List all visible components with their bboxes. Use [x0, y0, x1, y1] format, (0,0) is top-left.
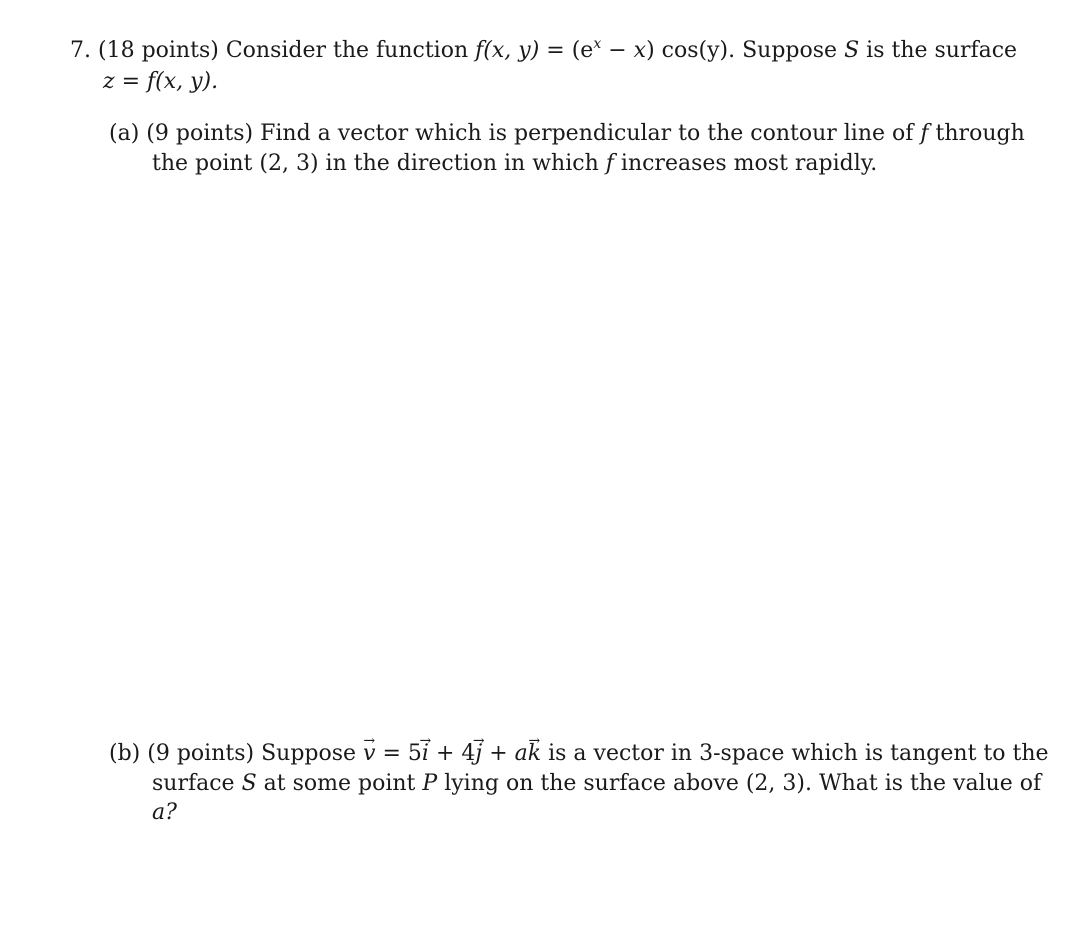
part-a-line-2: [152, 149, 877, 179]
point-symbol: P: [422, 771, 438, 796]
problem-surface-text: is the surface: [866, 38, 1018, 63]
part-a-increase-text: increases most rapidly.: [620, 151, 878, 176]
function-expression: $(e^x - x)$ cos(y).: [571, 36, 736, 63]
vector-expression: → v = 5→ i + 4→ j + a→ k: [363, 741, 541, 766]
part-a-through: through: [935, 121, 1025, 146]
part-b-line-2: [152, 769, 1041, 799]
part-b-points: (9 points): [147, 741, 255, 766]
part-b-line-3: a?: [152, 800, 177, 825]
problem-line-2: z = f(x, y).: [103, 69, 219, 94]
surface-symbol: S: [844, 38, 860, 63]
part-a-point-text: the point (2, 3) in the direction in which: [152, 151, 599, 176]
function-symbol-2: f: [605, 151, 614, 176]
part-b-label: (b): [109, 741, 141, 766]
part-b-suppose: Suppose: [261, 741, 357, 766]
part-a-line-1: [109, 119, 1025, 149]
problem-number: 7.: [70, 38, 91, 63]
part-a-text: Find a vector which is perpendicular to the contour line of: [260, 121, 914, 146]
function-symbol: f: [920, 121, 929, 146]
problem-line-1: [70, 36, 1017, 66]
part-a-label: (a): [109, 121, 140, 146]
part-b-line-1: [109, 739, 1049, 769]
part-a-points: (9 points): [146, 121, 254, 146]
function-name: f(x, y): [475, 38, 540, 63]
part-b-tangent-text: is a vector in 3-space which is tangent to the: [548, 741, 1049, 766]
problem-suppose: Suppose: [742, 38, 838, 63]
surface-symbol-2: S: [241, 771, 257, 796]
part-b-surface-word: surface: [152, 771, 235, 796]
equals-sign: =: [546, 38, 565, 63]
problem-points: (18 points): [98, 38, 219, 63]
problem-intro: Consider the function: [225, 38, 469, 63]
part-b-question-text: lying on the surface above (2, 3). What is the value of: [444, 771, 1042, 796]
part-b-point-text: at some point: [263, 771, 416, 796]
